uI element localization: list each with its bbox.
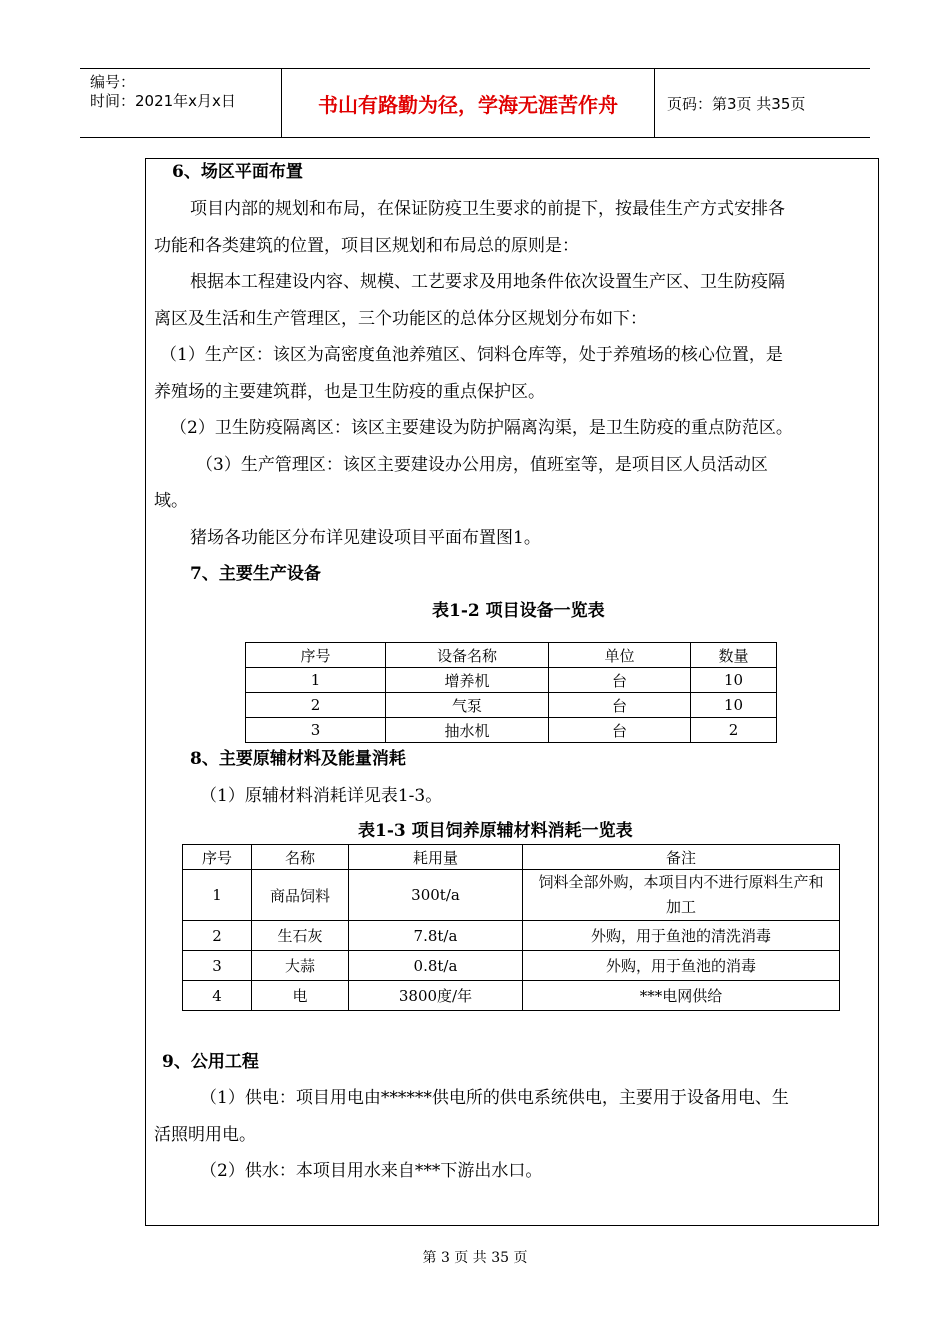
table-header-cell: 序号 [246,643,386,668]
table-cell: 10 [691,693,777,718]
page-header [80,68,870,138]
table-header-row [183,845,840,870]
table-cell: ***电网供给 [523,981,840,1011]
table-cell: 0.8t/a [349,951,523,981]
table-row [183,870,840,921]
table-cell: 3 [183,951,252,981]
table-cell: 300t/a [349,870,523,921]
table-header-cell: 序号 [183,845,252,870]
table-row [183,921,840,951]
table-cell: 4 [183,981,252,1011]
table-cell: 电 [252,981,349,1011]
table-cell: 外购，用于鱼池的消毒 [523,951,840,981]
paragraph: 活照明用电。 [154,1125,256,1145]
paragraph: （2）卫生防疫隔离区：该区主要建设为防护隔离沟渠，是卫生防疫的重点防范区。 [170,418,793,438]
paragraph: 离区及生活和生产管理区，三个功能区的总体分区规划分布如下： [154,309,647,329]
materials-table [182,844,840,1011]
section-7-title: 7、主要生产设备 [190,564,321,584]
table-1-3-title: 表1-3 项目饲养原辅材料消耗一览表 [358,821,633,841]
section-8-title: 8、主要原辅材料及能量消耗 [190,749,406,769]
table-cell: 增养机 [386,668,549,693]
table-header-cell: 名称 [252,845,349,870]
paragraph: （1）生产区：该区为高密度鱼池养殖区、饲料仓库等，处于养殖场的核心位置，是 [160,345,783,365]
paragraph: （3）生产管理区：该区主要建设办公用房，值班室等，是项目区人员活动区 [196,455,768,475]
paragraph: 功能和各类建筑的位置，项目区规划和布局总的原则是： [154,236,579,256]
table-row [246,693,777,718]
motto: 书山有路勤为径，学海无涯苦作舟 [282,69,655,137]
table-row [183,981,840,1011]
header-meta [80,69,282,137]
paragraph: 域。 [154,491,188,511]
table-cell: 台 [549,668,691,693]
table-cell: 2 [691,718,777,743]
table-header-cell: 单位 [549,643,691,668]
paragraph: 项目内部的规划和布局，在保证防疫卫生要求的前提下，按最佳生产方式安排各 [190,199,785,219]
date-label: 时间：2021年x月x日 [90,92,236,110]
table-cell: 2 [183,921,252,951]
table-header-cell: 备注 [523,845,840,870]
equipment-table [245,642,777,743]
number-label: 编号： [90,73,136,91]
table-header-cell: 设备名称 [386,643,549,668]
paragraph: （2）供水：本项目用水来自***下游出水口。 [200,1161,543,1181]
section-6-title: 6、场区平面布置 [172,162,303,182]
table-cell: 7.8t/a [349,921,523,951]
table-cell: 1 [246,668,386,693]
table-cell: 台 [549,718,691,743]
paragraph: 猪场各功能区分布详见建设项目平面布置图1。 [190,528,541,548]
table-cell: 抽水机 [386,718,549,743]
table-header-cell: 数量 [691,643,777,668]
table-header-row [246,643,777,668]
table-cell: 生石灰 [252,921,349,951]
table-cell: 外购，用于鱼池的清洗消毒 [523,921,840,951]
paragraph: 根据本工程建设内容、规模、工艺要求及用地条件依次设置生产区、卫生防疫隔 [190,272,785,292]
page-footer: 第 3 页 共 35 页 [422,1250,528,1266]
paragraph: （1）原辅材料消耗详见表1-3。 [200,786,443,806]
table-row [183,951,840,981]
paragraph: （1）供电：项目用电由******供电所的供电系统供电，主要用于设备用电、生 [200,1088,789,1108]
table-cell: 气泵 [386,693,549,718]
table-cell: 3800度/年 [349,981,523,1011]
table-cell: 10 [691,668,777,693]
table-cell: 3 [246,718,386,743]
table-cell: 2 [246,693,386,718]
table-cell: 商品饲料 [252,870,349,921]
table-cell: 1 [183,870,252,921]
section-9-title: 9、公用工程 [162,1052,259,1072]
page-info: 页码：第3页 共35页 [667,94,806,113]
table-cell: 大蒜 [252,951,349,981]
table-header-cell: 耗用量 [349,845,523,870]
table-cell: 饲料全部外购，本项目内不进行原料生产和加工 [523,870,840,921]
table-row [246,668,777,693]
paragraph: 养殖场的主要建筑群，也是卫生防疫的重点保护区。 [154,382,545,402]
table-cell: 台 [549,693,691,718]
table-1-2-title: 表1-2 项目设备一览表 [432,601,605,621]
table-row [246,718,777,743]
